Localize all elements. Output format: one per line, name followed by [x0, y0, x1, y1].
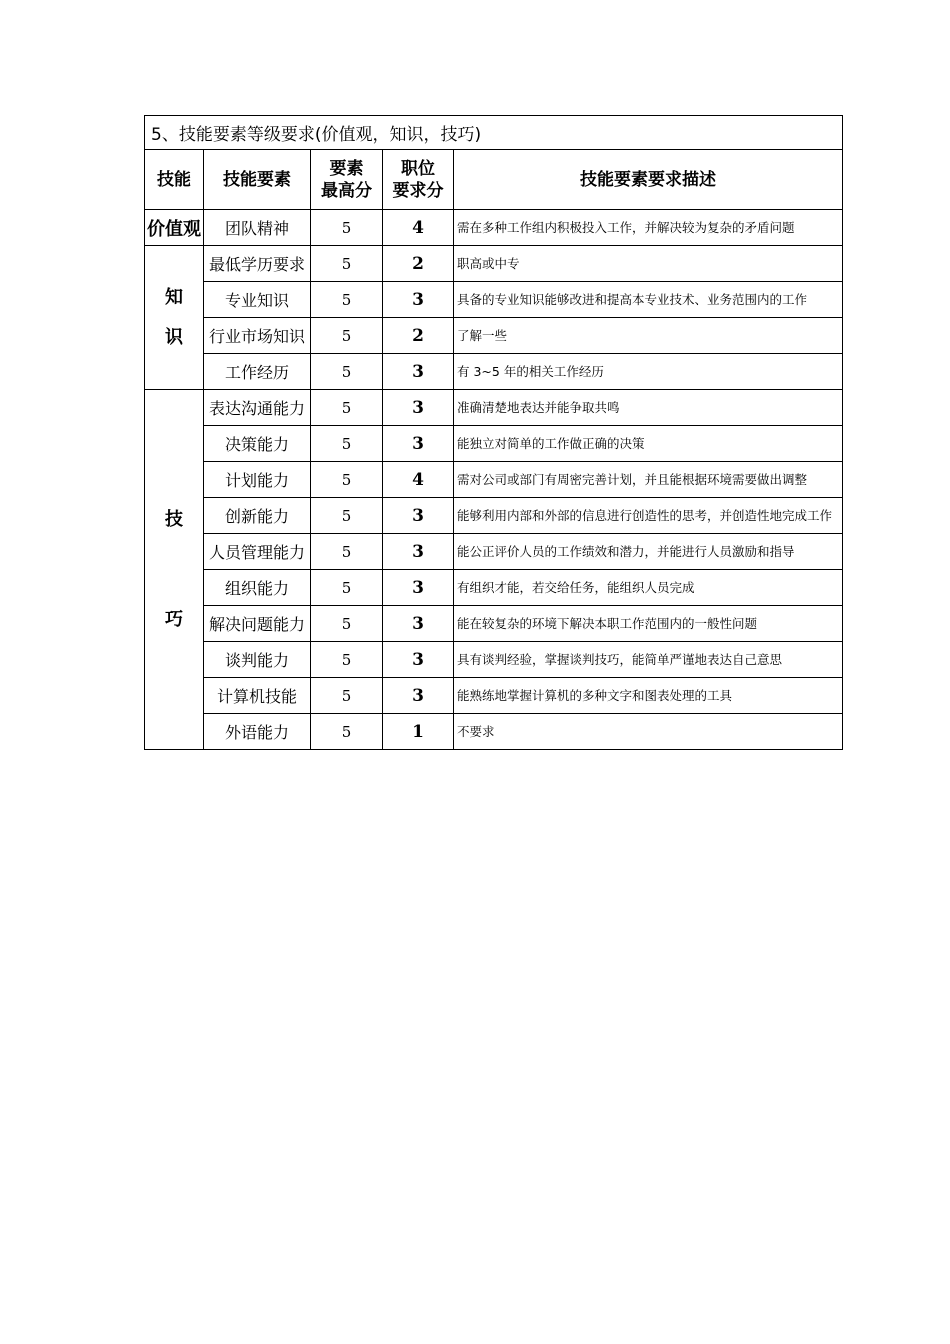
category-knowledge-char2: 识 — [165, 326, 183, 348]
row-element: 工作经历 — [204, 354, 311, 390]
row-max-score: 5 — [311, 318, 383, 354]
table-row — [145, 714, 843, 750]
header-max-score — [311, 150, 383, 210]
row-max-score: 5 — [311, 282, 383, 318]
header-req-line2: 要求分 — [392, 180, 444, 201]
row-required-score: 2 — [383, 246, 454, 282]
row-description: 具备的专业知识能够改进和提高本专业技术、业务范围内的工作 — [454, 282, 843, 318]
row-element: 表达沟通能力 — [204, 390, 311, 426]
row-max-score: 5 — [311, 426, 383, 462]
row-max-score: 5 — [311, 390, 383, 426]
row-element: 计算机技能 — [204, 678, 311, 714]
header-row — [145, 150, 843, 210]
row-description: 需在多种工作组内积极投入工作，并解决较为复杂的矛盾问题 — [454, 210, 843, 246]
row-required-score: 3 — [383, 498, 454, 534]
row-element: 专业知识 — [204, 282, 311, 318]
row-required-score: 3 — [383, 606, 454, 642]
header-max-line1: 要素 — [329, 158, 364, 179]
row-required-score: 3 — [383, 570, 454, 606]
row-required-score: 3 — [383, 282, 454, 318]
row-element: 团队精神 — [204, 210, 311, 246]
row-element: 行业市场知识 — [204, 318, 311, 354]
row-description: 准确清楚地表达并能争取共鸣 — [454, 390, 843, 426]
category-skills — [145, 390, 204, 750]
row-required-score: 3 — [383, 678, 454, 714]
row-max-score: 5 — [311, 606, 383, 642]
row-max-score: 5 — [311, 714, 383, 750]
row-required-score: 3 — [383, 354, 454, 390]
skill-requirements-table — [144, 115, 843, 750]
header-element: 技能要素 — [204, 150, 311, 210]
row-element: 组织能力 — [204, 570, 311, 606]
row-description: 能公正评价人员的工作绩效和潜力，并能进行人员激励和指导 — [454, 534, 843, 570]
row-description: 有 3~5 年的相关工作经历 — [454, 354, 843, 390]
category-knowledge — [145, 246, 204, 390]
row-description: 能在较复杂的环境下解决本职工作范围内的一般性问题 — [454, 606, 843, 642]
header-required-score — [383, 150, 454, 210]
table-row — [145, 606, 843, 642]
table-row — [145, 390, 843, 426]
row-max-score: 5 — [311, 210, 383, 246]
table-row — [145, 318, 843, 354]
table-row — [145, 462, 843, 498]
row-description: 需对公司或部门有周密完善计划，并且能根据环境需要做出调整 — [454, 462, 843, 498]
table-row — [145, 426, 843, 462]
row-required-score: 3 — [383, 534, 454, 570]
row-description: 能够利用内部和外部的信息进行创造性的思考，并创造性地完成工作 — [454, 498, 843, 534]
row-required-score: 1 — [383, 714, 454, 750]
row-required-score: 3 — [383, 426, 454, 462]
row-description: 职高或中专 — [454, 246, 843, 282]
table-row — [145, 282, 843, 318]
row-max-score: 5 — [311, 462, 383, 498]
row-max-score: 5 — [311, 534, 383, 570]
table-row — [145, 354, 843, 390]
table-row — [145, 246, 843, 282]
category-knowledge-char1: 知 — [165, 286, 183, 308]
row-required-score: 2 — [383, 318, 454, 354]
row-description: 不要求 — [454, 714, 843, 750]
table-row — [145, 678, 843, 714]
category-skills-char2: 巧 — [165, 608, 183, 630]
row-element: 人员管理能力 — [204, 534, 311, 570]
row-element: 解决问题能力 — [204, 606, 311, 642]
row-description: 了解一些 — [454, 318, 843, 354]
category-values: 价值观 — [145, 210, 204, 246]
header-skill: 技能 — [145, 150, 204, 210]
header-description: 技能要素要求描述 — [454, 150, 843, 210]
row-max-score: 5 — [311, 354, 383, 390]
row-element: 外语能力 — [204, 714, 311, 750]
header-max-line2: 最高分 — [321, 180, 372, 201]
row-required-score: 4 — [383, 210, 454, 246]
row-max-score: 5 — [311, 498, 383, 534]
row-element: 决策能力 — [204, 426, 311, 462]
row-element: 创新能力 — [204, 498, 311, 534]
table-row — [145, 642, 843, 678]
row-required-score: 4 — [383, 462, 454, 498]
row-required-score: 3 — [383, 642, 454, 678]
row-description: 具有谈判经验，掌握谈判技巧，能简单严谨地表达自己意思 — [454, 642, 843, 678]
row-description: 有组织才能，若交给任务，能组织人员完成 — [454, 570, 843, 606]
row-element: 谈判能力 — [204, 642, 311, 678]
category-skills-char1: 技 — [165, 508, 183, 530]
row-max-score: 5 — [311, 678, 383, 714]
row-element: 最低学历要求 — [204, 246, 311, 282]
table-row — [145, 534, 843, 570]
row-description: 能熟练地掌握计算机的多种文字和图表处理的工具 — [454, 678, 843, 714]
table-row — [145, 570, 843, 606]
row-element: 计划能力 — [204, 462, 311, 498]
table-row — [145, 498, 843, 534]
header-req-line1: 职位 — [401, 158, 435, 179]
row-required-score: 3 — [383, 390, 454, 426]
row-max-score: 5 — [311, 570, 383, 606]
section-title: 5、技能要素等级要求(价值观，知识，技巧) — [145, 116, 843, 150]
row-description: 能独立对简单的工作做正确的决策 — [454, 426, 843, 462]
row-max-score: 5 — [311, 642, 383, 678]
row-max-score: 5 — [311, 246, 383, 282]
table-row — [145, 210, 843, 246]
